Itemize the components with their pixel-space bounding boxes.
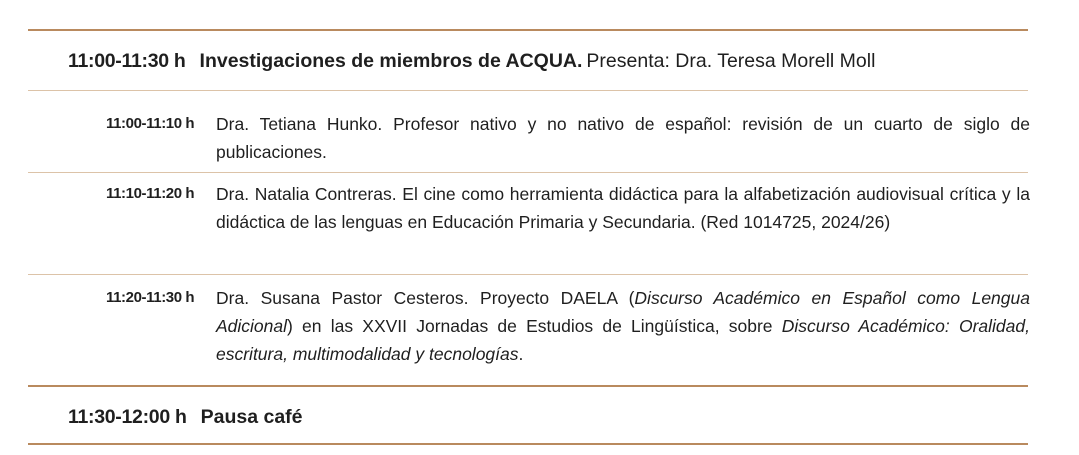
break-time: 11:30-12:00 h [68,406,187,428]
talk-time: 11:20-11:30 h [106,289,195,306]
session-title: Investigaciones de miembros de ACQUA. [199,50,583,72]
divider [28,172,1028,173]
talk-description: Dra. Natalia Contreras. El cine como herramienta didáctica para la alfabetización audiovisual crítica y la didáctica de las lenguas en Educación Primaria y Secundaria. (Red 1014725, 2024/26) [216,184,1030,232]
talk-text-part: . [518,344,524,364]
bottom-divider [28,443,1028,445]
divider [28,90,1028,91]
divider [28,385,1028,387]
talk-description [216,284,1030,368]
talk-time: 11:10-11:20 h [106,185,195,202]
break-title: Pausa café [200,406,303,428]
divider [28,274,1028,275]
break-row [68,405,303,429]
talk-project-name: Discurso Académico en Español como Lengua Adicional [216,288,1030,336]
talk-description: Dra. Tetiana Hunko. Profesor nativo y no nativo de español: revisión de un cuarto de siglo de publicaciones. [216,114,1030,162]
talk-text-part: ) en las XXVII Jornadas de Estudios de Lingüística, sobre [287,316,782,336]
session-time: 11:00-11:30 h [68,50,186,72]
top-divider [28,29,1028,31]
talk-text-part: Dra. Susana Pastor Cesteros. Proyecto DAELA ( [216,288,635,308]
talk-topic: Discurso Académico: Oralidad, escritura, multimodalidad y tecnologías [216,316,1030,364]
session-header [68,49,875,73]
session-presenter: Presenta: Dra. Teresa Morell Moll [586,50,876,72]
talk-time: 11:00-11:10 h [106,115,195,132]
